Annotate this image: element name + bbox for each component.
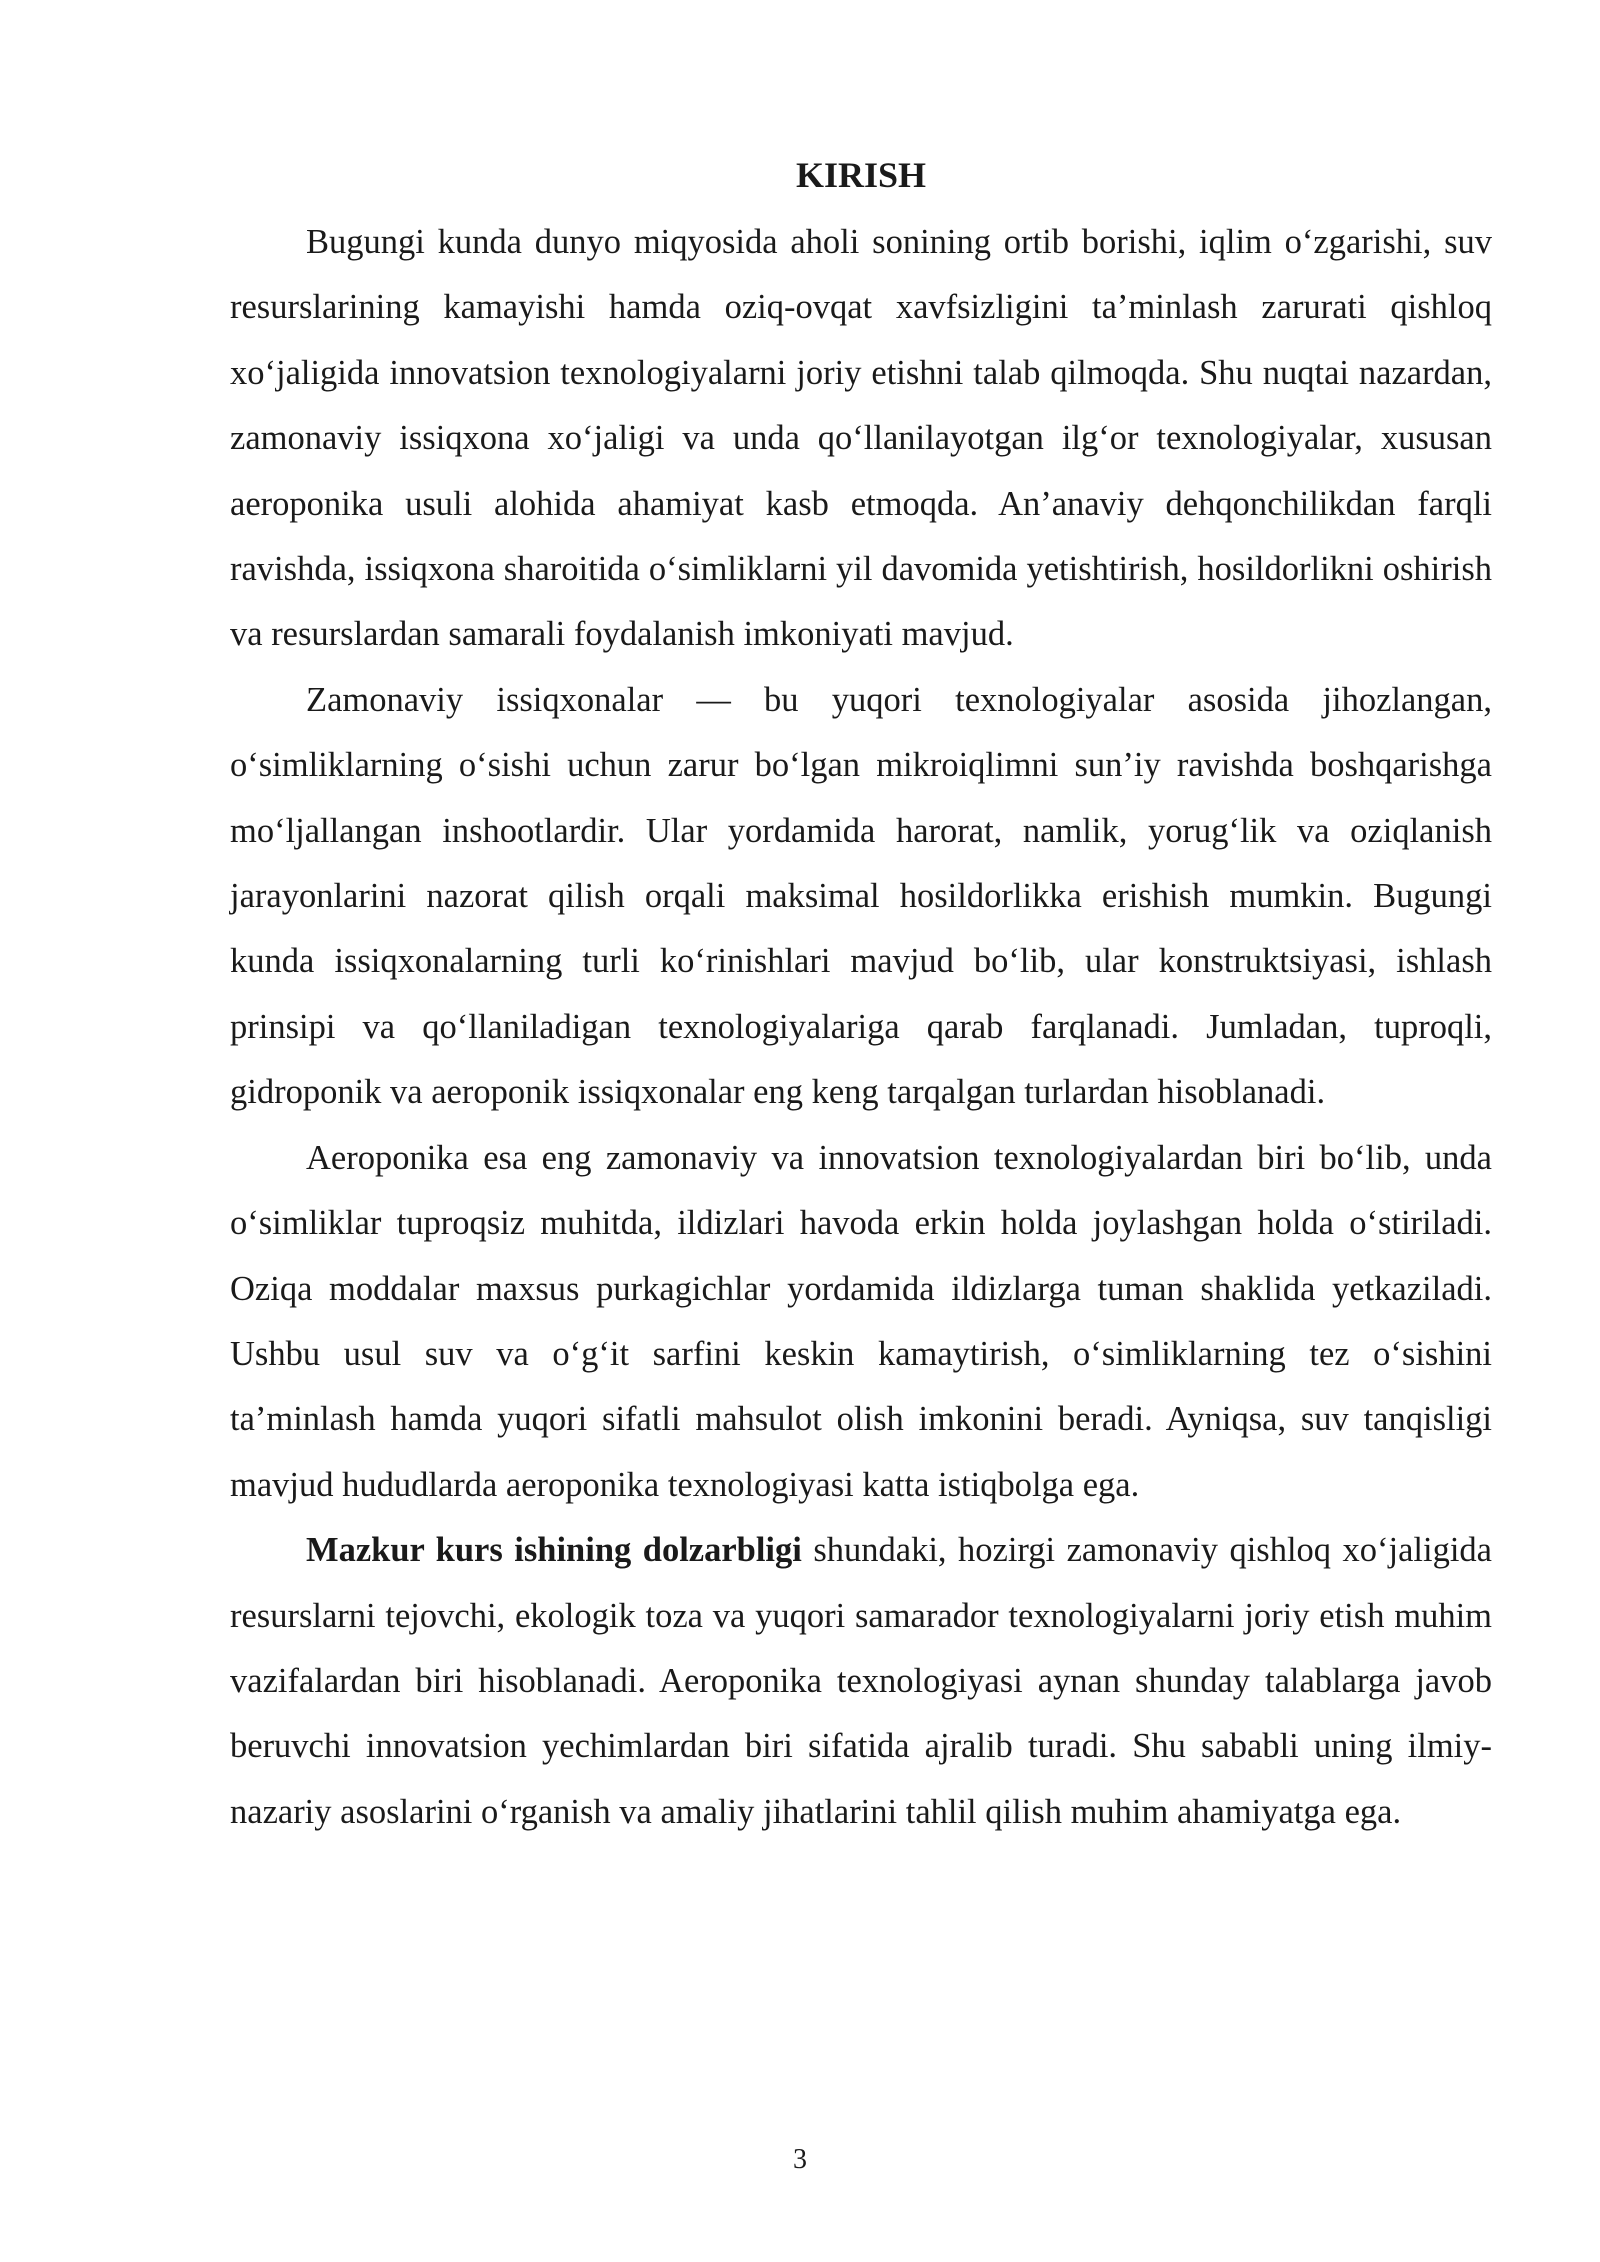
paragraph-1 bbox=[230, 210, 1492, 668]
page-number: 3 bbox=[793, 2144, 807, 2175]
document-body bbox=[230, 148, 1492, 1845]
paragraph-4-bold-lead: Mazkur kurs ishining dolzarbligi bbox=[306, 1531, 802, 1570]
paragraph-4-text: shundaki, hozirgi zamonaviy qishloq xo‘jaligida resurslarni tejovchi, ekologik toza va yuqori samarador texnologiyalarni joriy etish muhim vazifalardan biri hisoblanadi. Aeroponika texnologiyasi aynan shunday talablarga javob beruvchi innovatsion yechimlardan biri sifatida ajralib turadi. Shu sababli uning ilmiy-nazariy asoslarini o‘rganish va amaliy jihatlarini tahlil qilish muhim ahamiyatga ega. bbox=[230, 1531, 1492, 1831]
paragraph-3 bbox=[230, 1126, 1492, 1518]
section-heading: KIRISH bbox=[795, 155, 927, 195]
paragraph-3-text: Aeroponika esa eng zamonaviy va innovatsion texnologiyalardan biri bo‘lib, unda o‘simliklar tuproqsiz muhitda, ildizlari havoda erkin holda joylashgan holda o‘stiriladi. Oziqa moddalar maxsus purkagichlar yordamida ildizlarga tuman shaklida yetkaziladi. Ushbu usul suv va o‘g‘it sarfini keskin kamaytirish, o‘simliklarning tez o‘sishini ta’minlash hamda yuqori sifatli mahsulot olish imkonini beradi. Ayniqsa, suv tanqisligi mavjud hududlarda aeroponika texnologiyasi katta istiqbolga ega. bbox=[230, 1138, 1492, 1504]
paragraph-2-text: Zamonaviy issiqxonalar — bu yuqori texnologiyalar asosida jihozlangan, o‘simliklarning o‘sishi uchun zarur bo‘lgan mikroiqlimni sun’iy ravishda boshqarishga mo‘ljallangan inshootlardir. Ular yordamida harorat, namlik, yorug‘lik va oziqlanish jarayonlarini nazorat qilish orqali maksimal hosildorlikka erishish mumkin. Bugungi kunda issiqxonalarning turli ko‘rinishlari mavjud bo‘lib, ular konstruktsiyasi, ishlash prinsipi va qo‘llaniladigan texnologiyalariga qarab farqlanadi. Jumladan, tuproqli, gidroponik va aeroponik issiqxonalar eng keng tarqalgan turlardan hisoblanadi. bbox=[230, 680, 1492, 1112]
paragraph-1-text: Bugungi kunda dunyo miqyosida aholi sonining ortib borishi, iqlim o‘zgarishi, suv resurslarining kamayishi hamda oziq-ovqat xavfsizligini ta’minlash zarurati qishloq xo‘jaligida innovatsion texnologiyalarni joriy etishni talab qilmoqda. Shu nuqtai nazardan, zamonaviy issiqxona xo‘jaligi va unda qo‘llanilayotgan ilg‘or texnologiyalar, xususan aeroponika usuli alohida ahamiyat kasb etmoqda. An’anaviy dehqonchilikdan farqli ravishda, issiqxona sharoitida o‘simliklarni yil davomida yetishtirish, hosildorlikni oshirish va resurslardan samarali foydalanish imkoniyati mavjud. bbox=[230, 223, 1492, 654]
paragraph-2 bbox=[230, 668, 1492, 1126]
paragraph-4 bbox=[230, 1518, 1492, 1845]
